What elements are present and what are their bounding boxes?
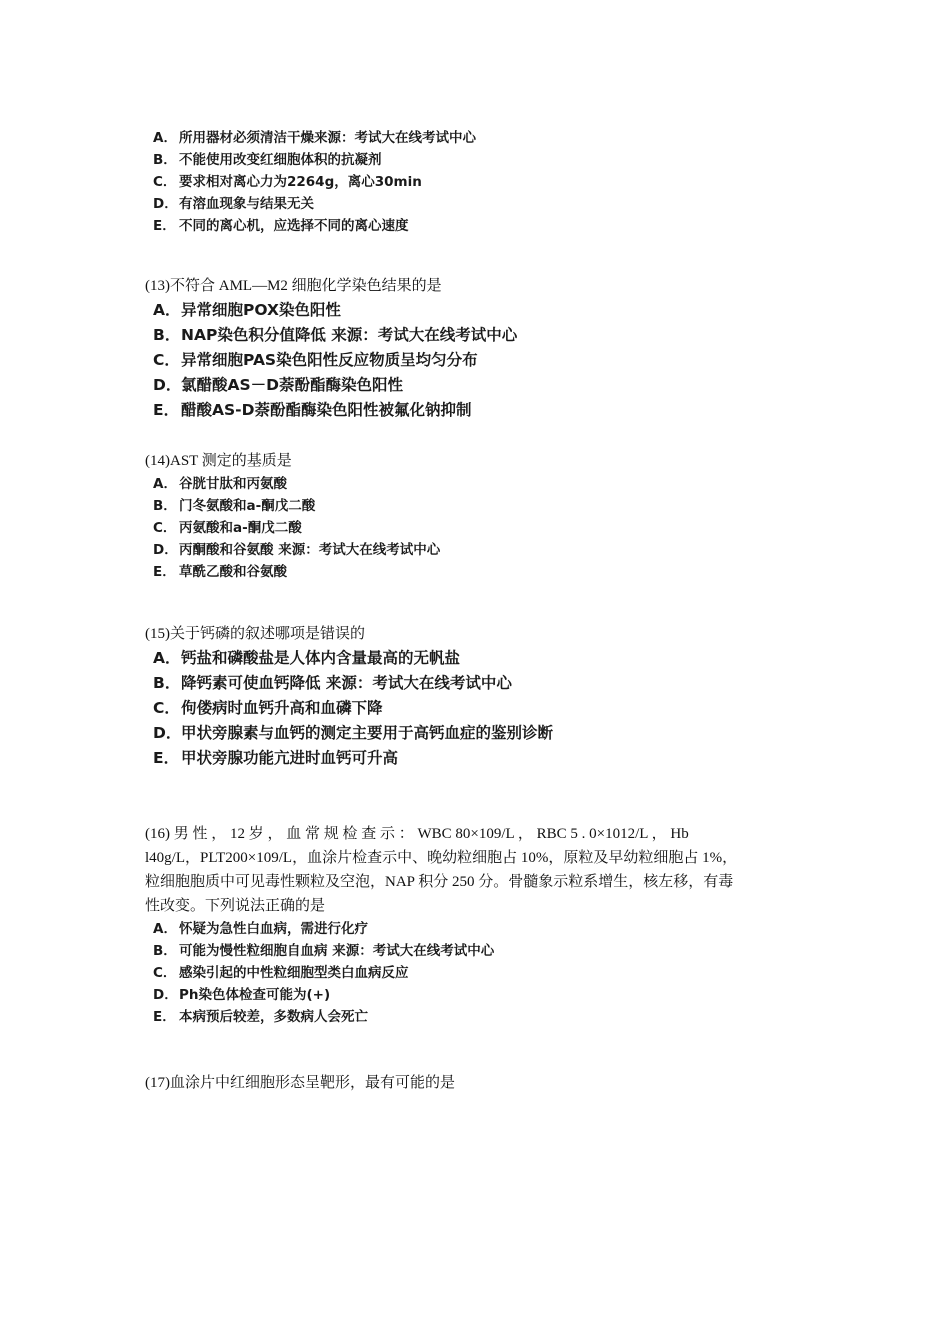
option-c: C． 要求相对离心力为2264g，离心30min [153,174,422,190]
question-15 [145,622,810,771]
option-e: E． 不同的离心机，应选择不同的离心速度 [153,218,409,234]
question-16 [145,822,810,1028]
option-b: B．NAP染色积分值降低 来源：考试大在线考试中心 [153,326,518,344]
option-e: E． 甲状旁腺功能亢进时血钙可升高 [153,749,399,767]
question-stem-line: (16) 男 性 ， 12 岁 ， 血 常 规 检 查 示 ： WBC 80×109/L ， RBC 5 . 0×1012/L ， Hb [145,826,689,842]
option-a: A．钙盐和磷酸盐是人体内含量最高的无帆盐 [153,649,461,667]
option-a: A．异常细胞POX染色阳性 [153,301,341,319]
question-17 [145,1071,810,1095]
question-stem-line: l40g/L，PLT200×109/L，血涂片检查示中、晚幼粒细胞占 10%，原粒及早幼粒细胞占 1%， [145,850,738,866]
option-a: A． 所用器材必须清洁干燥来源：考试大在线考试中心 [153,130,476,146]
question-stem: (17)血涂片中红细胞形态呈靶形，最有可能的是 [145,1075,455,1091]
option-c: C．异常细胞PAS染色阳性反应物质呈均匀分布 [153,351,478,369]
question-stem: (15)关于钙磷的叙述哪项是错误的 [145,626,365,642]
option-e: E． 草酰乙酸和谷氨酸 [153,564,287,580]
question-stem-line: 粒细胞胞质中可见毒性颗粒及空泡，NAP 积分 250 分。骨髓象示粒系增生，核左移，有毒 [145,874,734,890]
option-d: D．甲状旁腺素与血钙的测定主要用于高钙血症的鉴别诊断 [153,724,554,742]
option-d: D．有溶血现象与结果无关 [153,196,314,212]
question-12 [145,127,810,237]
option-a: A． 谷胱甘肽和丙氨酸 [153,476,287,492]
question-14 [145,449,810,583]
option-c: C． 感染引起的中性粒细胞型类白血病反应 [153,965,409,981]
option-e: E． 本病预后较差，多数病人会死亡 [153,1009,368,1025]
option-d: D．丙酮酸和谷氨酸 来源：考试大在线考试中心 [153,542,441,558]
option-e: E． 醋酸AS-D萘酚酯酶染色阳性被氟化钠抑制 [153,401,472,419]
option-b: B． 不能使用改变红细胞体积的抗凝剂 [153,152,382,168]
option-a: A． 怀疑为急性白血病，需进行化疗 [153,921,368,937]
question-stem: (13)不符合 AML—M2 细胞化学染色结果的是 [145,278,442,294]
question-stem-line: 性改变。下列说法正确的是 [145,898,326,914]
option-c: C．佝偻病时血钙升高和血磷下降 [153,699,383,717]
option-b: B． 门冬氨酸和a-酮戊二酸 [153,498,316,514]
question-13 [145,274,810,423]
question-stem: (14)AST 测定的基质是 [145,453,292,469]
option-c: C． 丙氨酸和a-酮戊二酸 [153,520,302,536]
option-d: D．Ph染色体检查可能为(+) [153,987,331,1003]
option-b: B． 可能为慢性粒细胞自血病 来源：考试大在线考试中心 [153,943,495,959]
option-b: B．降钙素可使血钙降低 来源：考试大在线考试中心 [153,674,512,692]
option-d: D．氯醋酸AS－D萘酚酯酶染色阳性 [153,376,404,394]
